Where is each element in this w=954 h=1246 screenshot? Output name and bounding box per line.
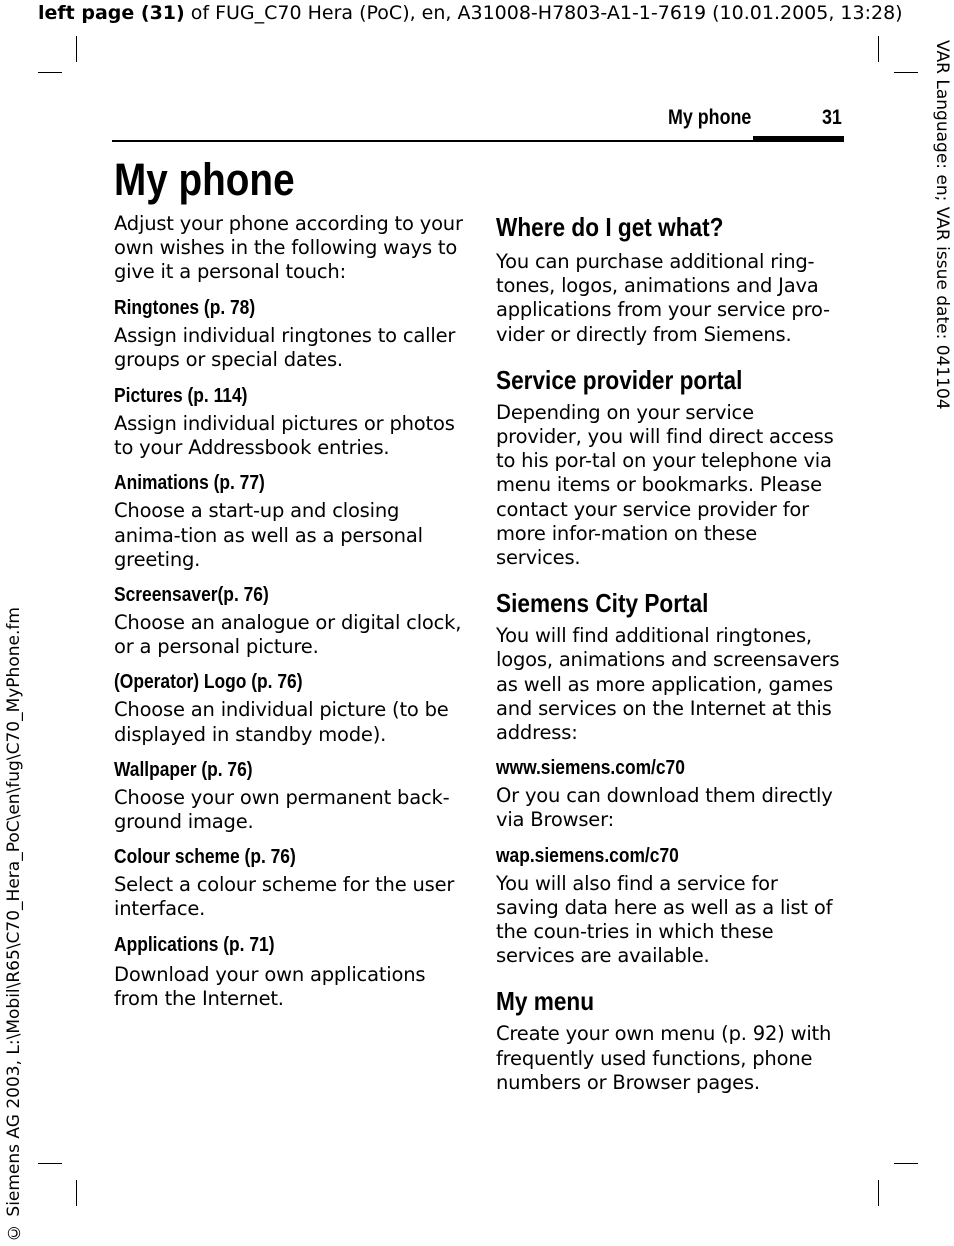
- print-header: [38, 2, 903, 24]
- item-text-ringtones: Assign individual ringtones to caller groups or special dates.: [114, 323, 456, 371]
- page-title: My phone: [114, 154, 295, 205]
- item-heading-ringtones: Ringtones (p. 78): [114, 296, 256, 319]
- section-text-menu: Create your own menu (p. 92) with frequently used functions, phone numbers or Browser pages.: [496, 1022, 832, 1094]
- crop-mark-bottom-left-h: [38, 1163, 62, 1164]
- item-text-colour-scheme: Select a colour scheme for the user interface.: [114, 873, 455, 921]
- crop-mark-top-left-v: [76, 36, 77, 62]
- url-siemens-www[interactable]: www.siemens.com/c70: [496, 757, 685, 780]
- intro-text: Adjust your phone according to your own wishes in the following ways to give it a personal touch:: [114, 212, 463, 284]
- header-rule-accent: [753, 136, 844, 142]
- crop-mark-top-left-h: [38, 72, 62, 73]
- right-column: [496, 212, 844, 1095]
- crop-mark-bottom-right-v: [878, 1180, 879, 1206]
- print-header-rest: of FUG_C70 Hera (PoC), en, A31008-H7803-A1-1-7619 (10.01.2005, 13:28): [184, 2, 903, 24]
- crop-mark-top-right-v: [878, 36, 879, 62]
- item-text-applications: Download your own applications from the Internet.: [114, 962, 426, 1010]
- item-text-wallpaper: Choose your own permanent back-ground image.: [114, 785, 450, 834]
- section-heading-where: Where do I get what?: [496, 212, 724, 242]
- section-heading-city: Siemens City Portal: [496, 588, 709, 619]
- print-header-bold: left page (31): [38, 2, 185, 24]
- running-header-page: 31: [822, 106, 842, 129]
- item-text-logo: Choose an individual picture (to be displayed in standby mode).: [114, 698, 449, 746]
- section-heading-portal: Service provider portal: [496, 364, 743, 395]
- header-rule: [112, 140, 844, 142]
- running-header-title: My phone: [668, 106, 752, 129]
- item-text-animations: Choose a start-up and closing anima-tion as well as a personal greeting.: [114, 499, 423, 571]
- section-text-city-browser: Or you can download them directly via Browser:: [496, 784, 833, 832]
- section-text-city-service: You will also find a service for saving data here as well as a list of the coun-tries in which these services are available.: [496, 871, 833, 968]
- item-text-pictures: Assign individual pictures or photos to your Addressbook entries.: [114, 412, 455, 460]
- item-heading-animations: Animations (p. 77): [114, 472, 265, 495]
- item-heading-applications: Applications (p. 71): [114, 933, 275, 956]
- crop-mark-bottom-left-v: [76, 1180, 77, 1206]
- section-text-where: You can purchase additional ring-tones, logos, animations and Java applications from your service pro-vider or directly from Siemens.: [496, 250, 830, 346]
- item-heading-pictures: Pictures (p. 114): [114, 385, 248, 408]
- item-heading-logo: (Operator) Logo (p. 76): [114, 671, 303, 694]
- url-siemens-wap[interactable]: wap.siemens.com/c70: [496, 844, 679, 867]
- item-heading-colour-scheme: Colour scheme (p. 76): [114, 846, 296, 869]
- item-heading-screensaver: Screensaver(p. 76): [114, 584, 269, 607]
- crop-mark-top-right-h: [894, 72, 918, 73]
- left-column: [114, 212, 464, 1011]
- section-text-portal: Depending on your service provider, you will find direct access to his por-tal on your telephone via menu items or bookmarks. Please contact your service provider for more infor-mation on these services.: [496, 400, 834, 570]
- section-text-city: You will find additional ringtones, logos, animations and screensavers as well as more application, games and services on the Internet at this address:: [496, 624, 840, 745]
- section-heading-menu: My menu: [496, 986, 595, 1017]
- side-text-left: © Siemens AG 2003, L:\Mobil\R65\C70_Hera_PoC\en\fug\C70_MyPhone.fm: [4, 607, 24, 1242]
- item-text-screensaver: Choose an analogue or digital clock, or a personal picture.: [114, 611, 462, 659]
- item-heading-wallpaper: Wallpaper (p. 76): [114, 758, 253, 781]
- side-text-right: VAR Language: en; VAR issue date: 041104: [932, 40, 952, 410]
- crop-mark-bottom-right-h: [894, 1163, 918, 1164]
